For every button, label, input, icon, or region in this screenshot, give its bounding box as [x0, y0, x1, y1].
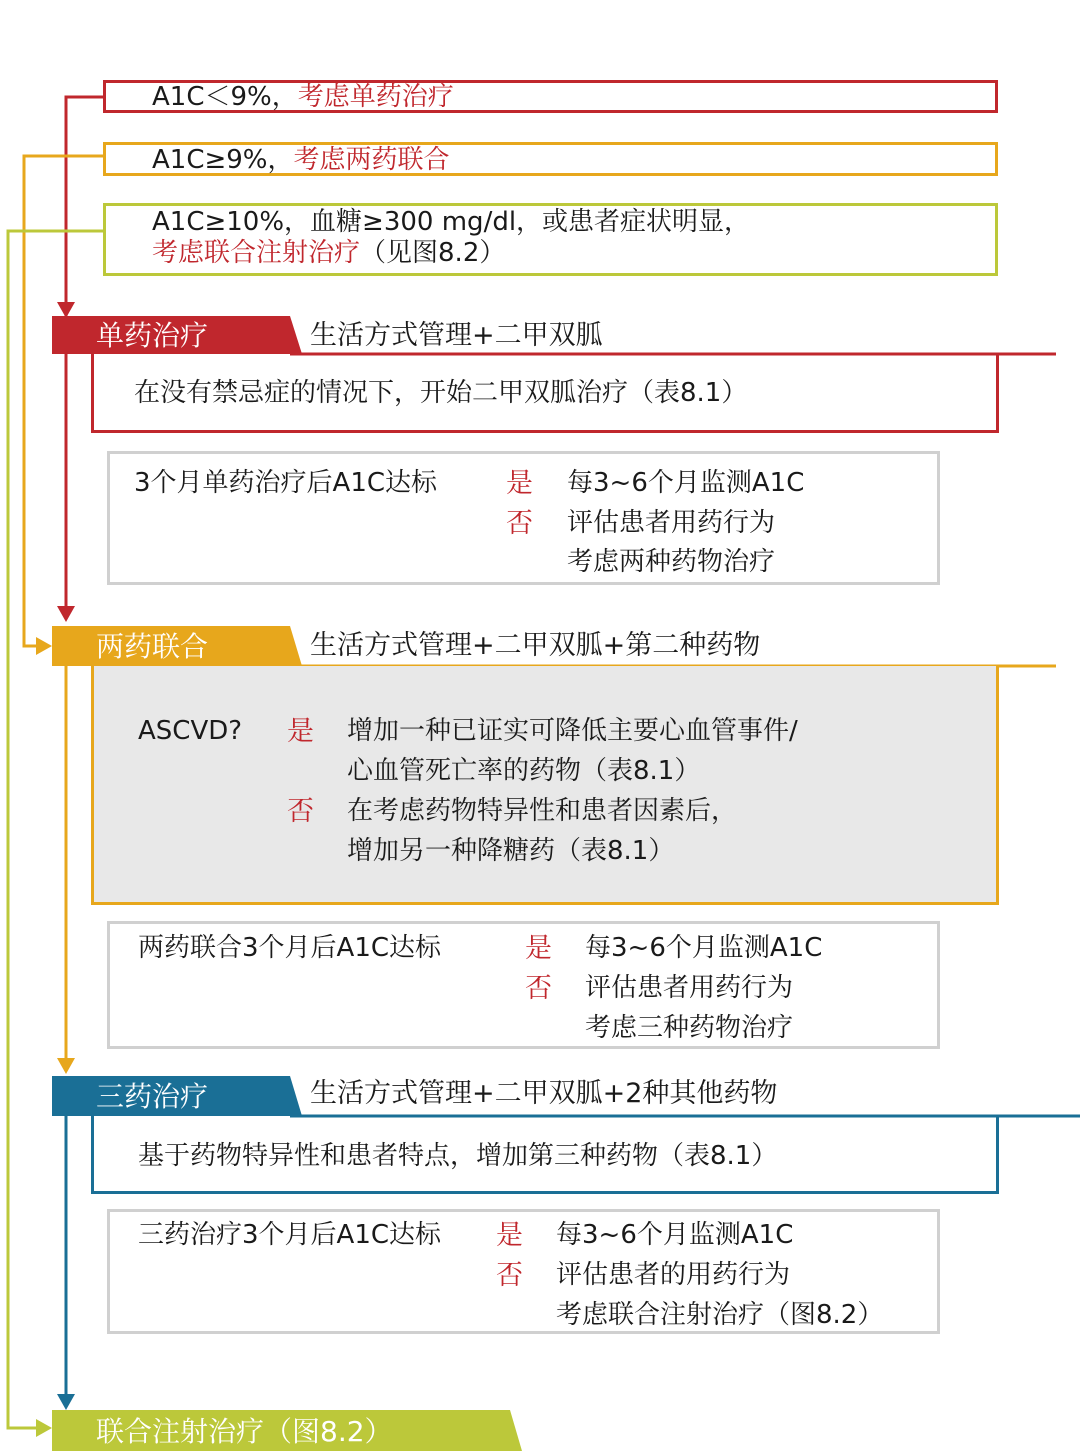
- mono-check-question: 3个月单药治疗后A1C达标: [134, 468, 438, 498]
- mono-check-no-action-1: 评估患者用药行为: [567, 508, 776, 538]
- dual-check-no-action-2: 考虑三种药物治疗: [585, 1013, 794, 1043]
- injection-tab-label: 联合注射治疗（图8.2）: [96, 1415, 393, 1448]
- lime-arrow: [36, 1419, 52, 1437]
- mono-check-no: 否: [506, 508, 533, 539]
- entry-row3-line1: A1C≥10%，血糖≥300 mg/dl，或患者症状明显，: [152, 207, 751, 237]
- red-arrow-2: [57, 606, 75, 622]
- entry-row3-action: 考虑联合注射治疗: [152, 238, 361, 268]
- yellow-arrow-2: [57, 1058, 75, 1074]
- entry-row2-prefix: A1C≥9%，: [152, 145, 294, 175]
- entry-row3-line2: [152, 240, 505, 266]
- mono-body-text: 在没有禁忌症的情况下，开始二甲双胍治疗（表8.1）: [134, 378, 748, 408]
- dual-no-action-2: 增加另一种降糖药（表8.1）: [347, 836, 675, 866]
- dual-ascvd-label: ASCVD?: [138, 716, 243, 746]
- dual-desc: 生活方式管理+二甲双胍+第二种药物: [310, 630, 761, 661]
- dual-no-action-1: 在考虑药物特异性和患者因素后，: [347, 796, 738, 826]
- mono-check-yes: 是: [506, 468, 533, 499]
- mono-check-no-action-2: 考虑两种药物治疗: [567, 547, 776, 577]
- blue-arrow: [57, 1394, 75, 1410]
- dual-check-no-action-1: 评估患者用药行为: [585, 973, 794, 1003]
- lime-connector: [8, 231, 103, 1428]
- triple-tab-label: 三药治疗: [96, 1080, 209, 1113]
- triple-body-text: 基于药物特异性和患者特点，增加第三种药物（表8.1）: [138, 1141, 778, 1171]
- mono-desc: 生活方式管理+二甲双胍: [310, 320, 603, 351]
- triple-desc: 生活方式管理+二甲双胍+2种其他药物: [310, 1078, 778, 1109]
- entry-row2-action: 考虑两药联合: [293, 145, 450, 175]
- entry-row3-ref: （见图8.2）: [360, 238, 506, 268]
- dual-no: 否: [287, 796, 314, 827]
- triple-check-no-action-2: 考虑联合注射治疗（图8.2）: [556, 1300, 884, 1330]
- dual-yes-action-1: 增加一种已证实可降低主要心血管事件/: [347, 716, 798, 746]
- dual-tab-label: 两药联合: [96, 630, 209, 663]
- dual-check-yes-action: 每3~6个月监测A1C: [585, 933, 823, 963]
- yellow-arrow-1: [36, 637, 52, 655]
- dual-check-no: 否: [525, 973, 552, 1004]
- triple-check-yes-action: 每3~6个月监测A1C: [556, 1220, 794, 1250]
- triple-check-question: 三药治疗3个月后A1C达标: [138, 1220, 442, 1250]
- dual-check-yes: 是: [525, 933, 552, 964]
- mono-check-yes-action: 每3~6个月监测A1C: [567, 468, 805, 498]
- red-arrow-1: [57, 302, 75, 318]
- dual-yes: 是: [287, 716, 314, 747]
- dual-yes-action-2: 心血管死亡率的药物（表8.1）: [347, 756, 701, 786]
- entry-row1-prefix: A1C＜9%，: [152, 82, 298, 112]
- mono-tab-label: 单药治疗: [96, 319, 209, 352]
- entry-row1: [152, 84, 454, 110]
- dual-check-question: 两药联合3个月后A1C达标: [138, 933, 442, 963]
- entry-row2: [152, 147, 450, 173]
- triple-check-no-action-1: 评估患者的用药行为: [556, 1260, 791, 1290]
- entry-row1-action: 考虑单药治疗: [297, 82, 454, 112]
- triple-check-no: 否: [496, 1260, 523, 1291]
- triple-check-yes: 是: [496, 1220, 523, 1251]
